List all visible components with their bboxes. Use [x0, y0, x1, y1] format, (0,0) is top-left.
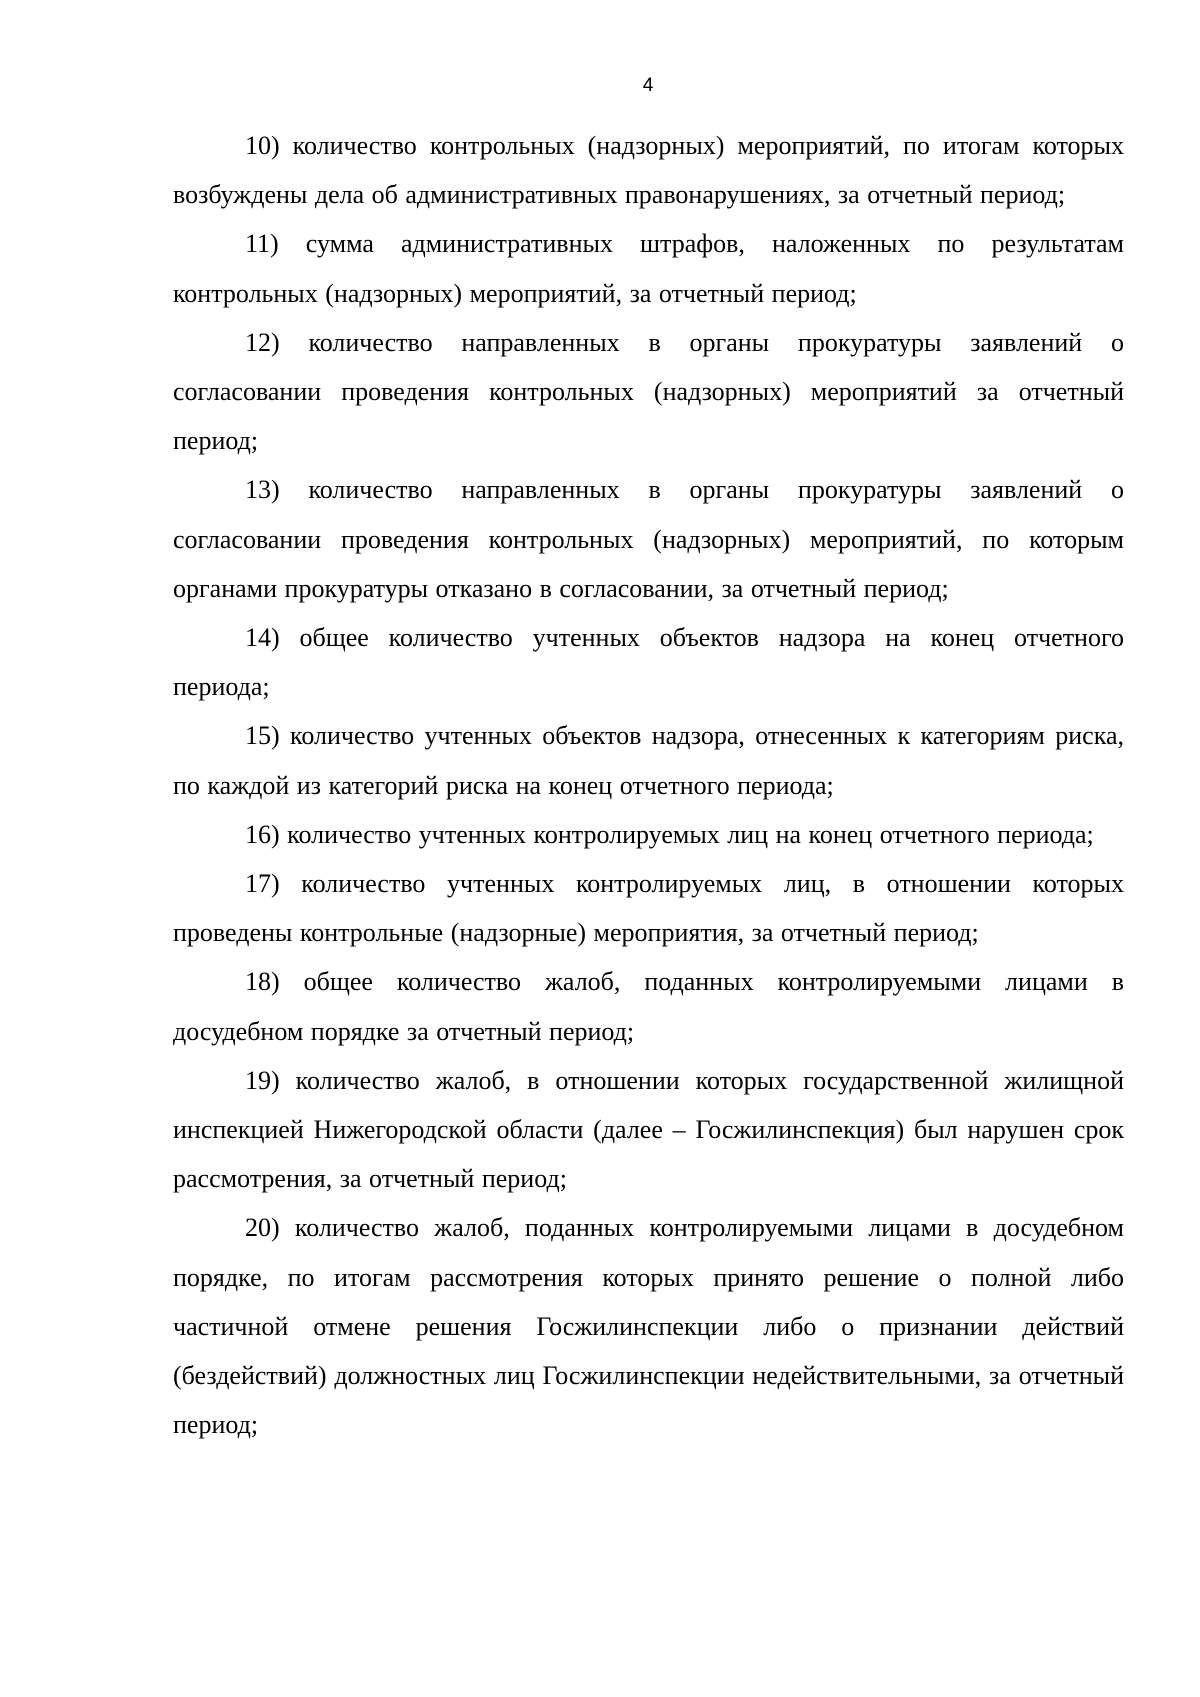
list-item-14: 14) общее количество учтенных объектов надзора на конец отчетного периода;: [173, 623, 1124, 702]
list-item-13: 13) количество направленных в органы прокуратуры заявлений о согласовании проведения контрольных (надзорных) мероприятий, по которым органами прокуратуры отказано в согласовании, за отчетный период;: [173, 475, 1124, 603]
list-item-16: 16) количество учтенных контролируемых лиц на конец отчетного периода;: [245, 819, 1094, 849]
list-item-19: 19) количество жалоб, в отношении которых государственной жилищной инспекцией Нижегородской области (далее – Госжилинспекция) был нарушен срок рассмотрения, за отчетный период;: [173, 1065, 1124, 1194]
document-body: [173, 121, 1124, 1449]
list-item-18: 18) общее количество жалоб, поданных контролируемыми лицами в досудебном порядке за отчетный период;: [173, 967, 1124, 1046]
list-item-15: 15) количество учтенных объектов надзора, отнесенных к категориям риска, по каждой из категорий риска на конец отчетного периода;: [173, 721, 1124, 800]
list-item-10: 10) количество контрольных (надзорных) мероприятий, по итогам которых возбуждены дела об административных правонарушениях, за отчетный период;: [173, 131, 1124, 210]
list-item-20: 20) количество жалоб, поданных контролируемыми лицами в досудебном порядке, по итогам рассмотрения которых принято решение о полной либо частичной отмене решения Госжилинспекции либо о признании действий (бездействий) должностных лиц Госжилинспекции недействительными, за отчетный период;: [173, 1213, 1124, 1440]
list-item-17: 17) количество учтенных контролируемых лиц, в отношении которых проведены контрольные (надзорные) мероприятия, за отчетный период;: [173, 869, 1124, 948]
list-item-12: 12) количество направленных в органы прокуратуры заявлений о согласовании проведения контрольных (надзорных) мероприятий за отчетный период;: [173, 327, 1124, 456]
page-number: 4: [642, 75, 654, 96]
list-item-11: 11) сумма административных штрафов, наложенных по результатам контрольных (надзорных) мероприятий, за отчетный период;: [173, 229, 1124, 308]
